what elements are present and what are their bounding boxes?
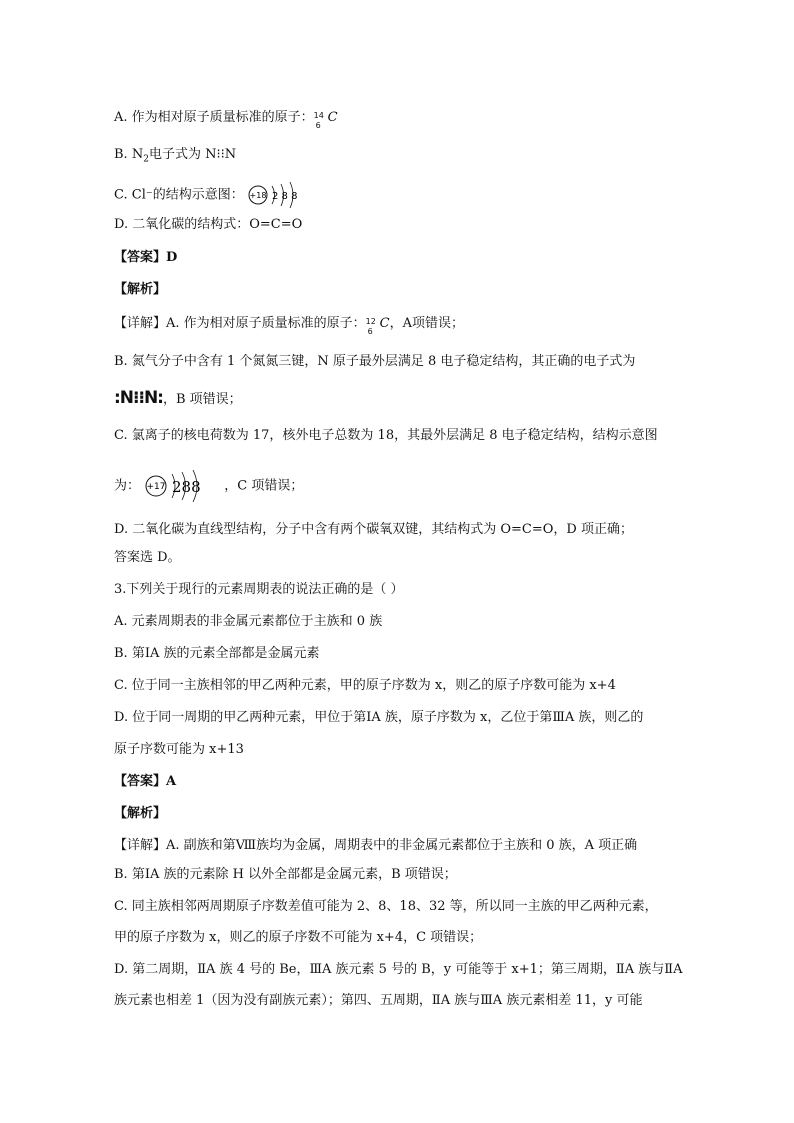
option-b-text: B. N xyxy=(114,147,144,162)
option-b xyxy=(114,145,236,170)
detail-d: D. 二氧化碳为直线型结构，分子中含有两个碳氧双键，其结构式为 O=C=O，D 项正确； xyxy=(114,522,633,537)
answer-label-2: 【答案】A xyxy=(114,774,177,789)
q3-option-a: A. 元素周期表的非金属元素都位于主族和 0 族 xyxy=(114,614,383,629)
option-a-text: A. 作为相对原子质量标准的原子： xyxy=(114,110,314,125)
detail-b: B. 氮气分子中含有 1 个氮氮三键，N 原子最外层满足 8 电子稳定结构，其正确的电子式为 xyxy=(114,354,636,369)
detail-a-text: 【详解】A. 作为相对原子质量标准的原子： xyxy=(114,316,366,331)
analysis-label-2: 【解析】 xyxy=(114,806,167,821)
atomic-number: 6 xyxy=(315,121,321,130)
detail-c-prefix: 为： xyxy=(114,478,141,494)
subscript: 2 xyxy=(143,154,149,165)
option-c-text: C. Cl⁻的结构示意图： xyxy=(114,187,244,203)
q3-detail-d-2: 族元素也相差 1（因为没有副族元素）；第四、五周期，ⅡA 族与ⅢA 族元素相差 11，y 可能 xyxy=(114,993,643,1008)
analysis-label: 【解析】 xyxy=(114,282,167,297)
detail-a-tail: ，A项错误； xyxy=(389,316,464,331)
detail-a xyxy=(114,314,464,334)
option-d: D. 二氧化碳的结构式：O=C=O xyxy=(114,217,303,232)
isotope-notation xyxy=(313,108,328,130)
element-symbol: C xyxy=(379,316,390,331)
option-b-formula: 电子式为 N⁝⁝N xyxy=(148,147,237,162)
nucleus-label: +18 xyxy=(249,191,267,200)
chloride-structure-diagram-correct xyxy=(144,468,220,504)
shell-electrons: 2 8 8 xyxy=(271,191,298,202)
detail-b-formula-line xyxy=(114,388,242,410)
q3-detail-b: B. 第ⅠA 族的元素除 H 以外全部都是金属元素，B 项错误； xyxy=(114,867,457,882)
q3-detail-c-2: 甲的原子序数为 x，则乙的原子序数不可能为 x+4，C 项错误； xyxy=(114,930,483,945)
isotope-notation xyxy=(365,314,380,336)
element-symbol: C xyxy=(327,110,338,125)
nitrogen-electron-formula: :N⁝⁝N: xyxy=(114,388,163,408)
q3-option-b: B. 第ⅠA 族的元素全部都是金属元素 xyxy=(114,646,320,661)
q3-option-d: D. 位于同一周期的甲乙两种元素，甲位于第ⅠA 族，原子序数为 x，乙位于第ⅢA 族，则乙的 xyxy=(114,710,644,725)
q3-detail-c-1: C. 同主族相邻两周期原子序数差值可能为 2、8、18、32 等，所以同一主族的甲乙两种元素， xyxy=(114,899,658,914)
question-3: 3.下列关于现行的元素周期表的说法正确的是（ ） xyxy=(114,582,404,597)
shell-electrons: 288 xyxy=(172,478,201,496)
option-c xyxy=(114,180,310,210)
detail-c: C. 氯离子的核电荷数为 17，核外电子总数为 18，其最外层满足 8 电子稳定结构，结构示意图 xyxy=(114,428,658,443)
option-a xyxy=(114,108,338,128)
atomic-number: 6 xyxy=(367,327,373,336)
detail-c-tail: ，C 项错误； xyxy=(224,478,304,494)
nucleus-label: +17 xyxy=(146,482,166,492)
q3-option-d-cont: 原子序数可能为 x+13 xyxy=(114,742,244,757)
mass-number: 12 xyxy=(365,317,376,326)
detail-b-tail: ，B 项错误； xyxy=(162,392,242,407)
answer-label: 【答案】D xyxy=(114,250,178,265)
q3-detail-d-1: D. 第二周期，ⅡA 族 4 号的 Be，ⅢA 族元素 5 号的 B，y 可能等于 x+1；第三周期，ⅡA 族与ⅡA xyxy=(114,962,683,977)
q3-option-c: C. 位于同一主族相邻的甲乙两种元素，甲的原子序数为 x，则乙的原子序数可能为 x+4 xyxy=(114,678,616,693)
answer-select-1: 答案选 D。 xyxy=(114,550,181,565)
chloride-structure-diagram-wrong xyxy=(248,180,310,210)
mass-number: 14 xyxy=(313,111,324,120)
q3-detail-a: 【详解】A. 副族和第Ⅷ族均为金属，周期表中的非金属元素都位于主族和 0 族，A 项正确 xyxy=(114,838,638,853)
detail-c-diagram-line xyxy=(114,468,303,504)
